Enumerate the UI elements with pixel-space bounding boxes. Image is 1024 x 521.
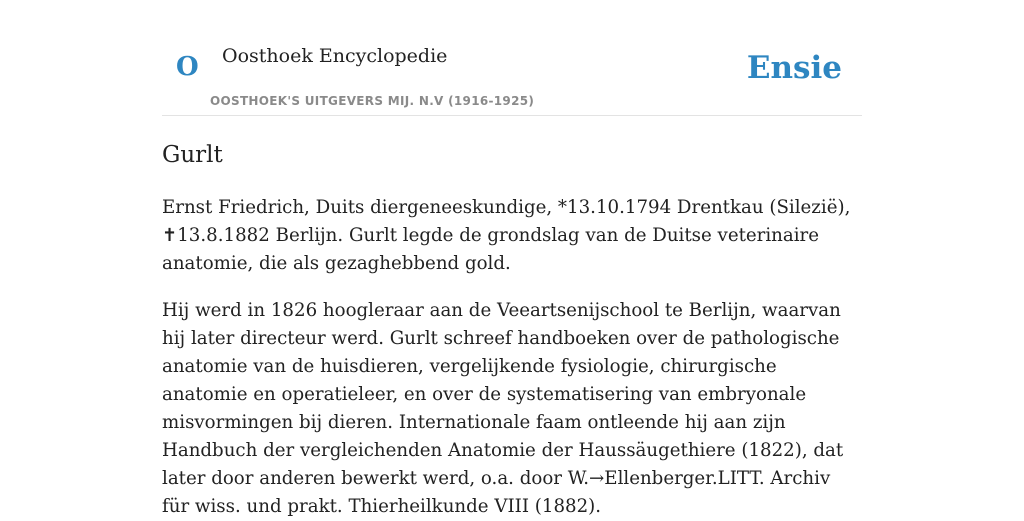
site-title[interactable]: Oosthoek Encyclopedie — [222, 45, 448, 67]
paragraph-2-references: .LITT. Archiv für wiss. und prakt. Thierheilkunde VIII (1882). — [162, 468, 831, 517]
paragraph-2-text: Hij werd in 1826 hoogleraar aan de Veeartsenijschool te Berlijn, waarvan hij later directeur werd. Gurlt schreef handboeken over de pathologische anatomie van de huisdieren, vergelijkende fysiologie, chirurgische anatomie en operatieleer, en over de systematisering van embryonale misvormingen bij dieren. Internationale faam ontleende hij aan zijn Handbuch der vergleichenden Anatomie der Haussäugethiere (1822), dat later door anderen bewerkt werd, o.a. door W. — [162, 300, 844, 489]
article-paragraph-1: Ernst Friedrich, Duits diergeneeskundige, *13.10.1794 Drentkau (Silezië), ✝13.8.1882 Berlijn. Gurlt legde de grondslag van de Duitse veterinaire anatomie, die als gezaghebbend gold. — [162, 197, 851, 274]
article-paragraph-2 — [162, 297, 862, 521]
site-header — [162, 0, 862, 116]
cross-reference-link-ellenberger[interactable]: →Ellenberger — [589, 468, 712, 489]
publisher-subtitle: OOSTHOEK'S UITGEVERS MIJ. N.V (1916-1925) — [210, 94, 535, 108]
ensie-logo-link[interactable]: Ensie — [746, 50, 842, 86]
article-title: Gurlt — [162, 142, 223, 168]
logo-icon[interactable]: O — [176, 52, 199, 82]
page-container — [162, 0, 862, 521]
